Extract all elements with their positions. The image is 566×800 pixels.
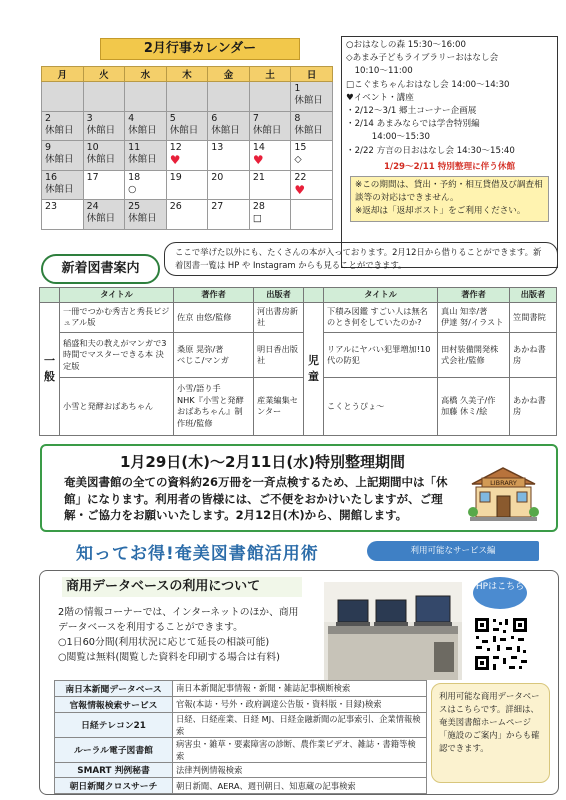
book-publisher: 笠間書院	[510, 302, 557, 333]
children-category-label: 児童	[304, 302, 324, 436]
tips-title: 知ってお得!奄美図書館活用術	[76, 544, 319, 564]
weekday-header: 月	[42, 67, 84, 82]
database-name: 南日本新聞データベース	[55, 681, 173, 697]
category-header-blank	[40, 288, 60, 303]
weekday-header: 土	[249, 67, 291, 82]
new-books-body	[40, 288, 557, 436]
day-note: 休館日	[86, 124, 116, 136]
book-title: リアルにヤバい犯罪増加!10代の防犯	[324, 333, 438, 378]
database-name: 日経テレコン21	[55, 712, 173, 737]
database-section-title: 商用データベースの利用について	[62, 577, 302, 597]
calendar-week	[42, 141, 333, 171]
calendar-body	[42, 82, 333, 230]
calendar-day	[291, 111, 333, 141]
day-number: 13	[211, 142, 224, 154]
calendar-day	[208, 82, 250, 112]
database-row	[55, 681, 427, 697]
book-row	[40, 302, 557, 333]
database-row	[55, 762, 427, 778]
calendar-day	[125, 111, 167, 141]
calendar-day	[83, 82, 125, 112]
day-number: 10	[86, 142, 99, 154]
weekday-header: 火	[83, 67, 125, 82]
book-author: 田村装備開発株式会社/監修	[438, 333, 510, 378]
calendar-day	[125, 200, 167, 230]
day-note: □	[252, 213, 262, 225]
day-number: 19	[169, 171, 182, 183]
calendar-day	[291, 170, 333, 200]
heart-icon: ♥	[169, 153, 181, 168]
library-sign: LIBRARY	[490, 479, 517, 487]
new-books-bubble: ここで挙げた以外にも、たくさんの本が入っております。2月12日から借りることができます。新着図書一覧は HP や Instagram からも見ることができます。	[164, 242, 558, 276]
column-header: 出版者	[254, 288, 304, 303]
day-number: 26	[169, 201, 182, 213]
category-header-blank	[304, 288, 324, 303]
day-number: 5	[169, 112, 176, 124]
day-number: 3	[86, 112, 93, 124]
database-name: ルーラル電子図書館	[55, 737, 173, 762]
calendar-week	[42, 170, 333, 200]
calendar-day	[83, 170, 125, 200]
event-line: ○おはなしの森 15:30～16:00	[346, 40, 466, 50]
day-number: 2	[45, 112, 52, 124]
book-publisher: 明日香出版社	[254, 333, 304, 378]
day-number: 24	[86, 201, 99, 213]
general-category-label: 一般	[40, 302, 60, 436]
weekday-header: 水	[125, 67, 167, 82]
database-table	[54, 680, 427, 794]
day-note: ○	[128, 183, 137, 195]
column-header: タイトル	[324, 288, 438, 303]
day-note: ◇	[294, 154, 302, 166]
day-note: 休館日	[211, 124, 240, 136]
book-title: 一冊でつかむ秀吉と秀長ビジュアル版	[60, 302, 174, 333]
special-period-body: 奄美図書館の全ての資料約26万冊を一斉点検するため、上記期間中は「休館」になります。利用者の皆様には、ご不便をおかけいたしますが、ご理解・ご協力をお願いいたします。2月12日(木)から、開館します。	[64, 475, 448, 522]
calendar-day	[166, 111, 208, 141]
day-note: 休館日	[86, 213, 116, 225]
day-note: 休館日	[45, 183, 74, 195]
calendar-day	[249, 170, 291, 200]
database-description: 官報(本誌・号外・政府調達公告版・資料版・目録)検索	[173, 696, 427, 712]
calendar-week	[42, 111, 333, 141]
tips-subtitle-bubble: 利用可能なサービス編	[367, 541, 539, 561]
calendar-day	[166, 170, 208, 200]
database-description: 朝日新聞、AERA、週刊朝日、知恵蔵の記事検索	[173, 778, 427, 794]
calendar-day	[208, 200, 250, 230]
day-number: 18	[128, 171, 141, 183]
day-note: 休館日	[128, 124, 157, 136]
calendar-day	[291, 82, 333, 112]
calendar-day	[166, 82, 208, 112]
weekday-header: 木	[166, 67, 208, 82]
day-number: 9	[45, 142, 52, 154]
event-line: ◇あまみ子どもライブラリーおはなし会	[346, 53, 499, 64]
database-row	[55, 737, 427, 762]
day-number: 1	[294, 83, 301, 94]
book-author: 桑原 晃弥/著 べじこ/マンガ	[174, 333, 254, 378]
db-desc-line-4: ○閲覧は無料(閲覧した資料を印刷する場合は有料)	[58, 652, 280, 663]
book-row	[40, 377, 557, 435]
column-header: タイトル	[60, 288, 174, 303]
database-description: 日経、日経産業、日経 MJ、日経金融新聞の記事索引、企業情報検索	[173, 712, 427, 737]
qr-code-icon[interactable]	[473, 616, 529, 672]
day-note: 休館日	[128, 213, 157, 225]
database-description: 南日本新聞記事情報・新聞・雑誌記事横断検索	[173, 681, 427, 697]
book-publisher: 河出書房新社	[254, 302, 304, 333]
db-desc-line-2: データベースを利用することができます。	[58, 622, 243, 633]
library-building-icon	[466, 464, 541, 522]
day-note: 休館日	[128, 154, 157, 166]
calendar-day	[208, 170, 250, 200]
calendar-week	[42, 200, 333, 230]
weekday-header: 金	[208, 67, 250, 82]
day-number: 17	[86, 171, 99, 183]
day-number: 23	[45, 201, 58, 213]
event-line: □こぐまちゃんおはなし会 14:00～14:30	[346, 79, 510, 90]
day-note: 休館日	[169, 124, 199, 136]
column-header: 著作者	[174, 288, 254, 303]
book-author: 真山 知幸/著 伊達 努/イラスト	[438, 302, 510, 333]
database-row	[55, 778, 427, 794]
closure-title: 1/29～2/11 特別整理に伴う休館	[383, 161, 516, 172]
calendar-day	[42, 141, 84, 171]
book-title: こくとうぴょ～	[324, 377, 438, 435]
book-row	[40, 333, 557, 378]
hp-link-label[interactable]: HPはこちら	[473, 577, 527, 609]
calendar-day	[42, 82, 84, 112]
day-note: 休館日	[86, 154, 116, 166]
day-number: 15	[294, 142, 307, 154]
day-number: 27	[211, 201, 224, 213]
day-note: 休館日	[45, 124, 74, 136]
day-number: 7	[252, 112, 259, 124]
calendar-day	[83, 141, 125, 171]
closure-note	[350, 176, 549, 222]
calendar-day	[42, 111, 84, 141]
book-author: 高橋 久美子/作 加藤 休ミ/絵	[438, 377, 510, 435]
day-number: 20	[211, 171, 224, 183]
events-panel	[341, 36, 558, 268]
day-number: 28	[252, 201, 265, 213]
database-description	[58, 605, 318, 665]
db-desc-line-1: 2階の情報コーナーでは、インターネットのほか、商用	[58, 607, 299, 618]
database-name: 官報情報検索サービス	[55, 696, 173, 712]
day-number: 11	[128, 142, 141, 154]
calendar-week	[42, 82, 333, 112]
closure-note-2: ※返却は「返却ポスト」をご利用ください。	[355, 206, 526, 217]
event-calendar	[41, 66, 333, 230]
weekday-header: 日	[291, 67, 333, 82]
calendar-day	[291, 141, 333, 171]
calendar-day	[42, 200, 84, 230]
book-title: 稲盛和夫の教えがマンガで3時間でマスターできる本 決定版	[60, 333, 174, 378]
event-list	[346, 39, 553, 158]
day-number: 16	[45, 171, 58, 183]
database-name: 朝日新聞クロスサーチ	[55, 778, 173, 794]
new-books-table	[39, 287, 557, 436]
calendar-day	[249, 200, 291, 230]
column-header: 出版者	[510, 288, 557, 303]
special-period-title: 1月29日(木)～2月11日(水)特別整理期間	[120, 453, 406, 471]
calendar-day	[166, 141, 208, 171]
database-note: 利用可能な商用データベースはこちらです。詳細は、奄美図書館ホームページ「施設のご案内」からも確認できます。	[431, 683, 550, 783]
day-note: 休館日	[45, 154, 74, 166]
event-line: ・2/22 方言の日おはなし会 14:30～15:40	[346, 145, 515, 156]
calendar-day	[249, 141, 291, 171]
day-number: 4	[128, 112, 135, 124]
column-header: 著作者	[438, 288, 510, 303]
event-line: ・2/12～3/1 郷土コーナー企画展	[346, 106, 477, 117]
day-note: 休館日	[294, 95, 323, 106]
database-description: 法律判例情報検索	[173, 762, 427, 778]
event-line: ♥イベント・講座	[346, 92, 414, 103]
day-note: 休館日	[252, 124, 282, 136]
book-title: 下積み図鑑 すごい人は無名のとき何をしていたのか?	[324, 302, 438, 333]
calendar-day	[125, 141, 167, 171]
database-table-body	[55, 681, 427, 794]
book-publisher: 産業編集センター	[254, 377, 304, 435]
database-row	[55, 712, 427, 737]
book-title: 小雪と発酵おばあちゃん	[60, 377, 174, 435]
calendar-day	[208, 141, 250, 171]
calendar-day	[42, 170, 84, 200]
day-number: 12	[169, 142, 182, 154]
day-note: 休館日	[294, 124, 323, 136]
calendar-day	[83, 200, 125, 230]
database-description: 病害虫・雑草・要素障害の診断、農作業ビデオ、雑誌・書籍等検索	[173, 737, 427, 762]
closure-note-1: ※この期間は、貸出・予約・相互貸借及び調査相談等の対応はできません。	[355, 180, 543, 204]
day-number: 21	[252, 171, 265, 183]
day-number: 25	[128, 201, 141, 213]
calendar-day	[166, 200, 208, 230]
calendar-title: 2月行事カレンダー	[100, 38, 300, 60]
day-number: 8	[294, 112, 301, 124]
new-books-title: 新着図書案内	[41, 254, 160, 284]
database-name: SMART 判例秘書	[55, 762, 173, 778]
calendar-day	[249, 111, 291, 141]
heart-icon: ♥	[252, 153, 264, 168]
calendar-day	[125, 82, 167, 112]
computer-corner-photo	[324, 582, 462, 680]
calendar-day	[291, 200, 333, 230]
book-author: 佐京 由悠/監修	[174, 302, 254, 333]
calendar-day	[249, 82, 291, 112]
new-books-header-row	[40, 288, 557, 303]
database-row	[55, 696, 427, 712]
book-publisher: あかね書房	[510, 333, 557, 378]
book-publisher: あかね書房	[510, 377, 557, 435]
heart-icon: ♥	[294, 182, 306, 197]
event-line: 14:00～15:30	[346, 132, 430, 143]
book-author: 小雪/語り手 NHK『小雪と発酵おばあちゃん』制作班/監修	[174, 377, 254, 435]
calendar-day	[125, 170, 167, 200]
event-line: ・2/14 あまみならでは学舎特別編	[346, 119, 480, 130]
day-number: 14	[252, 142, 265, 154]
event-line: 10:10～11:00	[346, 66, 413, 77]
calendar-day	[208, 111, 250, 141]
db-desc-line-3: ○1日60分間(利用状況に応じて延長の相談可能)	[58, 637, 270, 648]
calendar-weekday-row	[42, 67, 333, 82]
day-number: 6	[211, 112, 218, 124]
calendar-day	[83, 111, 125, 141]
day-number: 22	[294, 171, 307, 183]
